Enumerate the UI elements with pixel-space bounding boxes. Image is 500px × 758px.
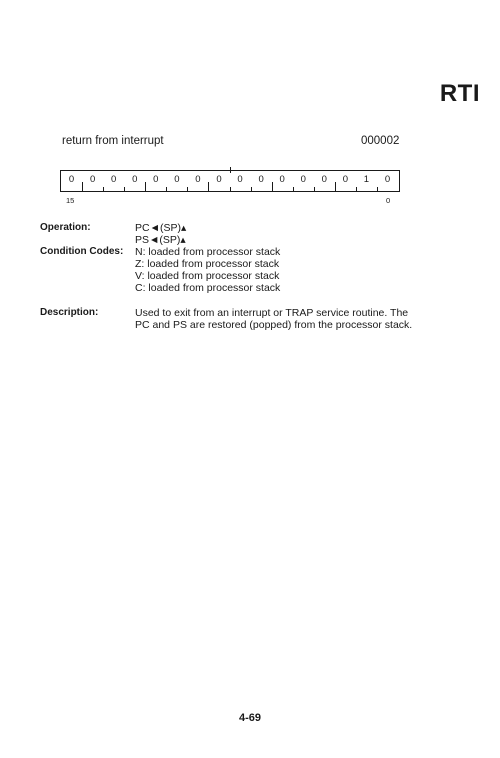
bit-divider [166, 187, 167, 191]
bit-divider [293, 187, 294, 191]
bit-divider [314, 187, 315, 191]
bit-divider [208, 182, 209, 191]
bit-value: 0 [237, 174, 243, 185]
bit-value: 0 [174, 174, 180, 185]
operation-label: Operation: [40, 222, 91, 233]
bit-divider [335, 182, 336, 191]
description-line: PC and PS are restored (popped) from the processor stack. [135, 319, 413, 331]
bit-value: 0 [195, 174, 201, 185]
bit-divider [145, 182, 146, 191]
bit-divider [251, 187, 252, 191]
operation-line: PS◄(SP)▴ [135, 234, 186, 246]
bit-value: 0 [153, 174, 159, 185]
bit-divider [124, 187, 125, 191]
description-line: Used to exit from an interrupt or TRAP service routine. The [135, 307, 409, 319]
bit-low-label: 0 [386, 196, 391, 205]
condition-codes-label: Condition Codes: [40, 246, 124, 257]
bit-divider [82, 182, 83, 191]
bit-value: 0 [132, 174, 138, 185]
bit-divider [272, 182, 273, 191]
condition-code-line: C: loaded from processor stack [135, 282, 281, 294]
bit-divider [187, 187, 188, 191]
page-number: 4-69 [238, 712, 262, 724]
bit-value: 0 [258, 174, 264, 185]
bit-value: 0 [216, 174, 222, 185]
bit-value: 0 [68, 174, 75, 185]
bit-divider [230, 187, 231, 191]
instruction-mnemonic: RTI [439, 80, 480, 107]
bit-value: 0 [89, 174, 96, 185]
bit-value: 0 [300, 174, 306, 185]
opcode: 000002 [361, 135, 400, 147]
bit-value: 0 [321, 174, 327, 185]
condition-code-line: N: loaded from processor stack [135, 246, 281, 258]
bit-field-diagram [60, 170, 400, 192]
description-label: Description: [40, 307, 99, 318]
bit-value: 0 [111, 174, 117, 185]
bit-high-label: 15 [66, 196, 75, 205]
bit-value: 0 [384, 174, 391, 185]
instruction-description: return from interrupt [62, 135, 164, 147]
bit-divider [103, 187, 104, 191]
bit-divider [377, 187, 378, 191]
condition-code-line: V: loaded from processor stack [135, 270, 280, 282]
bit-value: 0 [279, 174, 285, 185]
operation-line: PC◄(SP)▴ [135, 222, 187, 234]
condition-code-line: Z: loaded from processor stack [135, 258, 280, 270]
bit-divider [356, 187, 357, 191]
byte-divider [230, 167, 231, 173]
bit-value: 0 [342, 174, 348, 185]
bit-value: 1 [363, 174, 370, 185]
